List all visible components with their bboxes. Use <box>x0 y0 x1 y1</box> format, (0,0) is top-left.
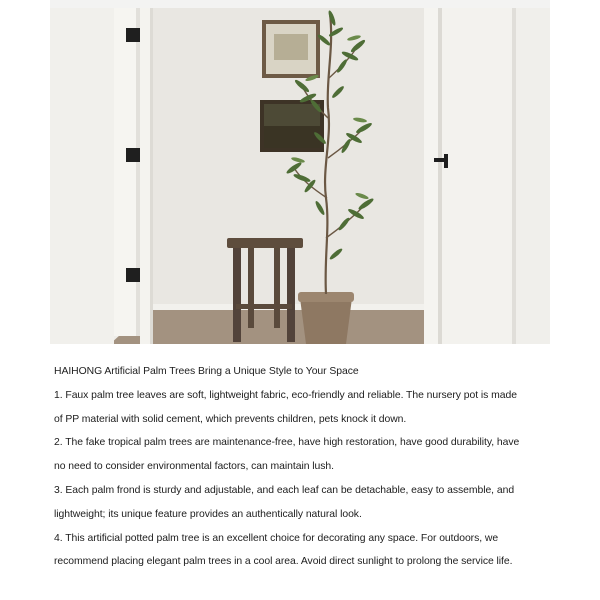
description-line: recommend placing elegant palm trees in a cool area. Avoid direct sunlight to prolong the service life. <box>54 556 513 568</box>
description-line: 1. Faux palm tree leaves are soft, lightweight fabric, eco-friendly and reliable. The nursery pot is made <box>54 389 517 401</box>
product-description <box>54 360 546 574</box>
description-line: of PP material with solid cement, which prevents children, pets knock it down. <box>54 413 407 425</box>
description-line: 4. This artificial potted palm tree is an excellent choice for decorating any space. For outdoors, we <box>54 532 499 544</box>
description-line: lightweight; its unique feature provides an authentically natural look. <box>54 508 362 520</box>
description-line: 3. Each palm frond is sturdy and adjustable, and each leaf can be detachable, easy to assemble, and <box>54 484 515 496</box>
description-heading: HAIHONG Artificial Palm Trees Bring a Unique Style to Your Space <box>54 366 359 377</box>
description-line: no need to consider environmental factors, can maintain lush. <box>54 461 334 473</box>
product-photo <box>50 8 550 344</box>
top-divider <box>50 0 550 8</box>
description-line: 2. The fake tropical palm trees are maintenance-free, have high restoration, have good durability, have <box>54 437 520 449</box>
